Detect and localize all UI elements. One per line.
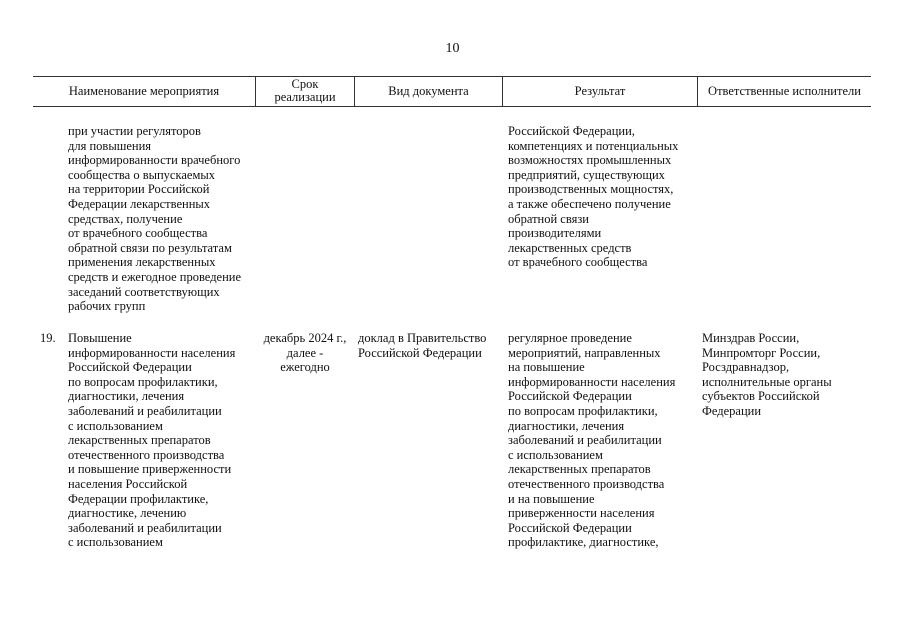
row-doc-type: доклад в Правительство Российской Федерации [358, 331, 487, 360]
header-doc-type: Вид документа [388, 83, 469, 98]
continuation-result: Российской Федерации, компетенциях и потенциальных возможностях промышленных предприятий, существующих производственных мощностях, а также обеспечено получение обратной связи производителями лекарственных средств от врачебного сообщества [508, 124, 679, 270]
header-bottom-rule [33, 106, 871, 107]
row-term: декабрь 2024 г., далее - ежегодно [263, 331, 347, 375]
row-result: регулярное проведение мероприятий, направленных на повышение информированности населения Российской Федерации по вопросам профилактики, диагностики, лечения заболеваний и реабилитации с использованием лекарственных препаратов отечественного производства и на повышение приверженности населения Российской Федерации профилактике, диагностике, [508, 331, 676, 550]
header-name: Наименование мероприятия [68, 83, 220, 98]
row-executors: Минздрав России, Минпромторг России, Росздравнадзор, исполнительные органы субъектов Российской Федерации [702, 331, 832, 418]
header-result: Результат [574, 83, 626, 98]
header-executors: Ответственные исполнители [708, 83, 861, 98]
row-name: Повышение информированности населения Российской Федерации по вопросам профилактики, диагностики, лечения заболеваний и реабилитации с использованием лекарственных препаратов отечественного производства и повышение приверженности населения Российской Федерации профилактике, диагностике, лечению заболеваний и реабилитации с использованием [68, 331, 236, 550]
page-number: 10 [445, 41, 460, 56]
row-number: 19. [40, 331, 56, 345]
header-term: Срок реализации [274, 77, 336, 104]
continuation-name: при участии регуляторов для повышения информированности врачебного сообщества о выпускаемых на территории Российской Федерации лекарственных средствах, получение от врачебного сообщества обратной связи по результатам применения лекарственных средств и ежегодное проведение заседаний соответствующих рабочих групп [68, 124, 242, 314]
